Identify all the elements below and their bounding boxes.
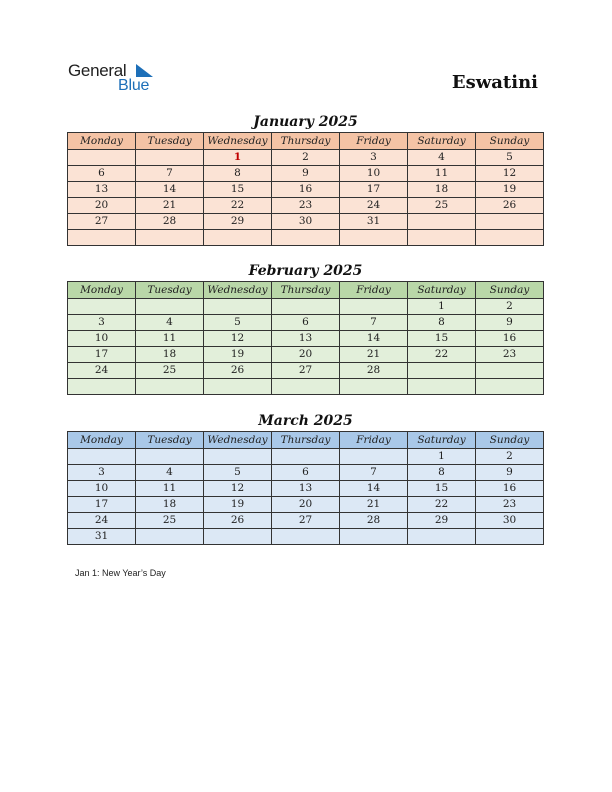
day-cell: 30 [476, 513, 544, 529]
week-row [68, 347, 544, 363]
weekday-header-saturday: Saturday [408, 432, 476, 449]
day-cell: 26 [476, 198, 544, 214]
weekday-header-thursday: Thursday [272, 432, 340, 449]
day-cell: 20 [68, 198, 136, 214]
day-cell: 4 [136, 465, 204, 481]
day-cell: 14 [340, 331, 408, 347]
day-cell: 29 [408, 513, 476, 529]
day-cell [136, 529, 204, 545]
day-cell: 16 [476, 331, 544, 347]
day-cell: 22 [204, 198, 272, 214]
weekday-header-tuesday: Tuesday [136, 133, 204, 150]
day-cell: 27 [272, 513, 340, 529]
day-cell: 24 [68, 363, 136, 379]
day-cell [476, 529, 544, 545]
day-cell: 22 [408, 347, 476, 363]
day-cell: 10 [68, 481, 136, 497]
day-cell: 28 [340, 363, 408, 379]
day-cell [68, 299, 136, 315]
week-row [68, 497, 544, 513]
day-cell: 11 [136, 481, 204, 497]
day-cell: 6 [68, 166, 136, 182]
week-row [68, 198, 544, 214]
day-cell: 2 [476, 449, 544, 465]
calendar-table [67, 132, 544, 246]
day-cell: 25 [136, 513, 204, 529]
weekday-header-sunday: Sunday [476, 432, 544, 449]
day-cell: 23 [476, 497, 544, 513]
day-cell: 29 [204, 214, 272, 230]
week-row [68, 166, 544, 182]
weekday-header-monday: Monday [68, 133, 136, 150]
day-cell [136, 150, 204, 166]
day-cell: 3 [340, 150, 408, 166]
day-cell: 18 [136, 347, 204, 363]
day-cell [204, 449, 272, 465]
week-row [68, 230, 544, 246]
week-row [68, 363, 544, 379]
day-cell: 21 [136, 198, 204, 214]
week-row [68, 150, 544, 166]
weekday-header-monday: Monday [68, 432, 136, 449]
day-cell: 20 [272, 347, 340, 363]
week-row [68, 481, 544, 497]
day-cell [476, 214, 544, 230]
day-cell [272, 379, 340, 395]
day-cell: 19 [476, 182, 544, 198]
day-cell: 24 [68, 513, 136, 529]
calendar-table [67, 431, 544, 545]
day-cell [476, 363, 544, 379]
day-cell [204, 299, 272, 315]
month-block-february [67, 261, 544, 395]
day-cell [272, 230, 340, 246]
week-row [68, 182, 544, 198]
day-cell [68, 379, 136, 395]
day-cell [408, 230, 476, 246]
day-cell: 2 [476, 299, 544, 315]
day-cell: 16 [476, 481, 544, 497]
day-cell: 27 [68, 214, 136, 230]
day-cell [340, 299, 408, 315]
day-cell [476, 379, 544, 395]
day-cell: 12 [204, 331, 272, 347]
day-cell: 8 [204, 166, 272, 182]
weekday-header-friday: Friday [340, 133, 408, 150]
day-cell: 16 [272, 182, 340, 198]
day-cell: 19 [204, 347, 272, 363]
country-title: Eswatini [451, 72, 538, 93]
weekday-header-wednesday: Wednesday [204, 133, 272, 150]
day-cell [272, 299, 340, 315]
holiday-note: Jan 1: New Year’s Day [75, 568, 166, 578]
day-cell: 21 [340, 497, 408, 513]
day-cell: 6 [272, 465, 340, 481]
day-cell: 24 [340, 198, 408, 214]
week-row [68, 513, 544, 529]
day-cell: 13 [272, 331, 340, 347]
day-cell [204, 529, 272, 545]
day-cell: 10 [340, 166, 408, 182]
day-cell: 9 [476, 315, 544, 331]
day-cell: 2 [272, 150, 340, 166]
day-cell: 8 [408, 315, 476, 331]
day-cell: 15 [204, 182, 272, 198]
calendar-table [67, 281, 544, 395]
day-cell: 26 [204, 513, 272, 529]
weekday-header-saturday: Saturday [408, 133, 476, 150]
day-cell: 9 [272, 166, 340, 182]
weekday-header-sunday: Sunday [476, 133, 544, 150]
day-cell [408, 379, 476, 395]
day-cell: 21 [340, 347, 408, 363]
day-cell: 5 [204, 315, 272, 331]
day-cell: 3 [68, 315, 136, 331]
week-row [68, 449, 544, 465]
day-cell: 28 [136, 214, 204, 230]
weekday-header-row [68, 282, 544, 299]
day-cell: 27 [272, 363, 340, 379]
holiday-notes [75, 568, 166, 578]
day-cell: 8 [408, 465, 476, 481]
day-cell: 14 [136, 182, 204, 198]
day-cell: 12 [476, 166, 544, 182]
logo-general-text: General [68, 61, 127, 80]
week-row [68, 465, 544, 481]
month-title: January 2025 [253, 114, 358, 130]
week-row [68, 331, 544, 347]
weekday-header-friday: Friday [340, 282, 408, 299]
day-cell [340, 449, 408, 465]
day-cell: 13 [68, 182, 136, 198]
day-cell: 31 [68, 529, 136, 545]
day-cell [136, 449, 204, 465]
day-cell: 23 [476, 347, 544, 363]
weekday-header-saturday: Saturday [408, 282, 476, 299]
month-block-march [67, 411, 544, 545]
day-cell [476, 230, 544, 246]
weekday-header-friday: Friday [340, 432, 408, 449]
weekday-header-tuesday: Tuesday [136, 432, 204, 449]
weekday-header-monday: Monday [68, 282, 136, 299]
day-cell: 10 [68, 331, 136, 347]
day-cell: 15 [408, 481, 476, 497]
day-cell: 23 [272, 198, 340, 214]
week-row [68, 214, 544, 230]
day-cell [204, 379, 272, 395]
day-cell [272, 449, 340, 465]
day-cell: 19 [204, 497, 272, 513]
week-row [68, 529, 544, 545]
day-cell: 11 [136, 331, 204, 347]
day-cell: 18 [408, 182, 476, 198]
day-cell: 14 [340, 481, 408, 497]
day-cell: 4 [408, 150, 476, 166]
day-cell: 28 [340, 513, 408, 529]
day-cell: 11 [408, 166, 476, 182]
day-cell: 13 [272, 481, 340, 497]
day-cell [408, 529, 476, 545]
day-cell: 30 [272, 214, 340, 230]
day-cell [136, 230, 204, 246]
day-cell: 7 [340, 465, 408, 481]
weekday-header-thursday: Thursday [272, 133, 340, 150]
general-blue-logo [68, 61, 168, 97]
weekday-header-sunday: Sunday [476, 282, 544, 299]
day-cell [204, 230, 272, 246]
day-cell [408, 363, 476, 379]
day-cell [340, 379, 408, 395]
day-cell: 1 [408, 299, 476, 315]
day-cell [340, 529, 408, 545]
weekday-header-wednesday: Wednesday [204, 282, 272, 299]
logo-blue-text: Blue [118, 77, 150, 94]
day-cell: 26 [204, 363, 272, 379]
month-title: March 2025 [258, 413, 353, 429]
month-title: February 2025 [248, 263, 363, 279]
day-cell: 20 [272, 497, 340, 513]
weekday-header-wednesday: Wednesday [204, 432, 272, 449]
weekday-header-row [68, 432, 544, 449]
day-cell: 5 [476, 150, 544, 166]
week-row [68, 299, 544, 315]
day-cell [136, 379, 204, 395]
day-cell: 17 [68, 497, 136, 513]
day-cell: 6 [272, 315, 340, 331]
day-cell [340, 230, 408, 246]
month-block-january [67, 112, 544, 246]
day-cell: 17 [68, 347, 136, 363]
day-cell: 3 [68, 465, 136, 481]
day-cell: 25 [408, 198, 476, 214]
day-cell: 18 [136, 497, 204, 513]
week-row [68, 315, 544, 331]
day-cell: 12 [204, 481, 272, 497]
day-cell: 9 [476, 465, 544, 481]
holiday-day-cell: 1 [204, 150, 272, 166]
day-cell: 15 [408, 331, 476, 347]
day-cell: 7 [136, 166, 204, 182]
day-cell [136, 299, 204, 315]
weekday-header-row [68, 133, 544, 150]
day-cell [272, 529, 340, 545]
day-cell: 5 [204, 465, 272, 481]
weekday-header-thursday: Thursday [272, 282, 340, 299]
day-cell: 22 [408, 497, 476, 513]
day-cell: 31 [340, 214, 408, 230]
day-cell [68, 230, 136, 246]
day-cell: 7 [340, 315, 408, 331]
day-cell: 25 [136, 363, 204, 379]
day-cell: 4 [136, 315, 204, 331]
week-row [68, 379, 544, 395]
day-cell: 1 [408, 449, 476, 465]
day-cell: 17 [340, 182, 408, 198]
day-cell [68, 449, 136, 465]
day-cell [408, 214, 476, 230]
weekday-header-tuesday: Tuesday [136, 282, 204, 299]
day-cell [68, 150, 136, 166]
